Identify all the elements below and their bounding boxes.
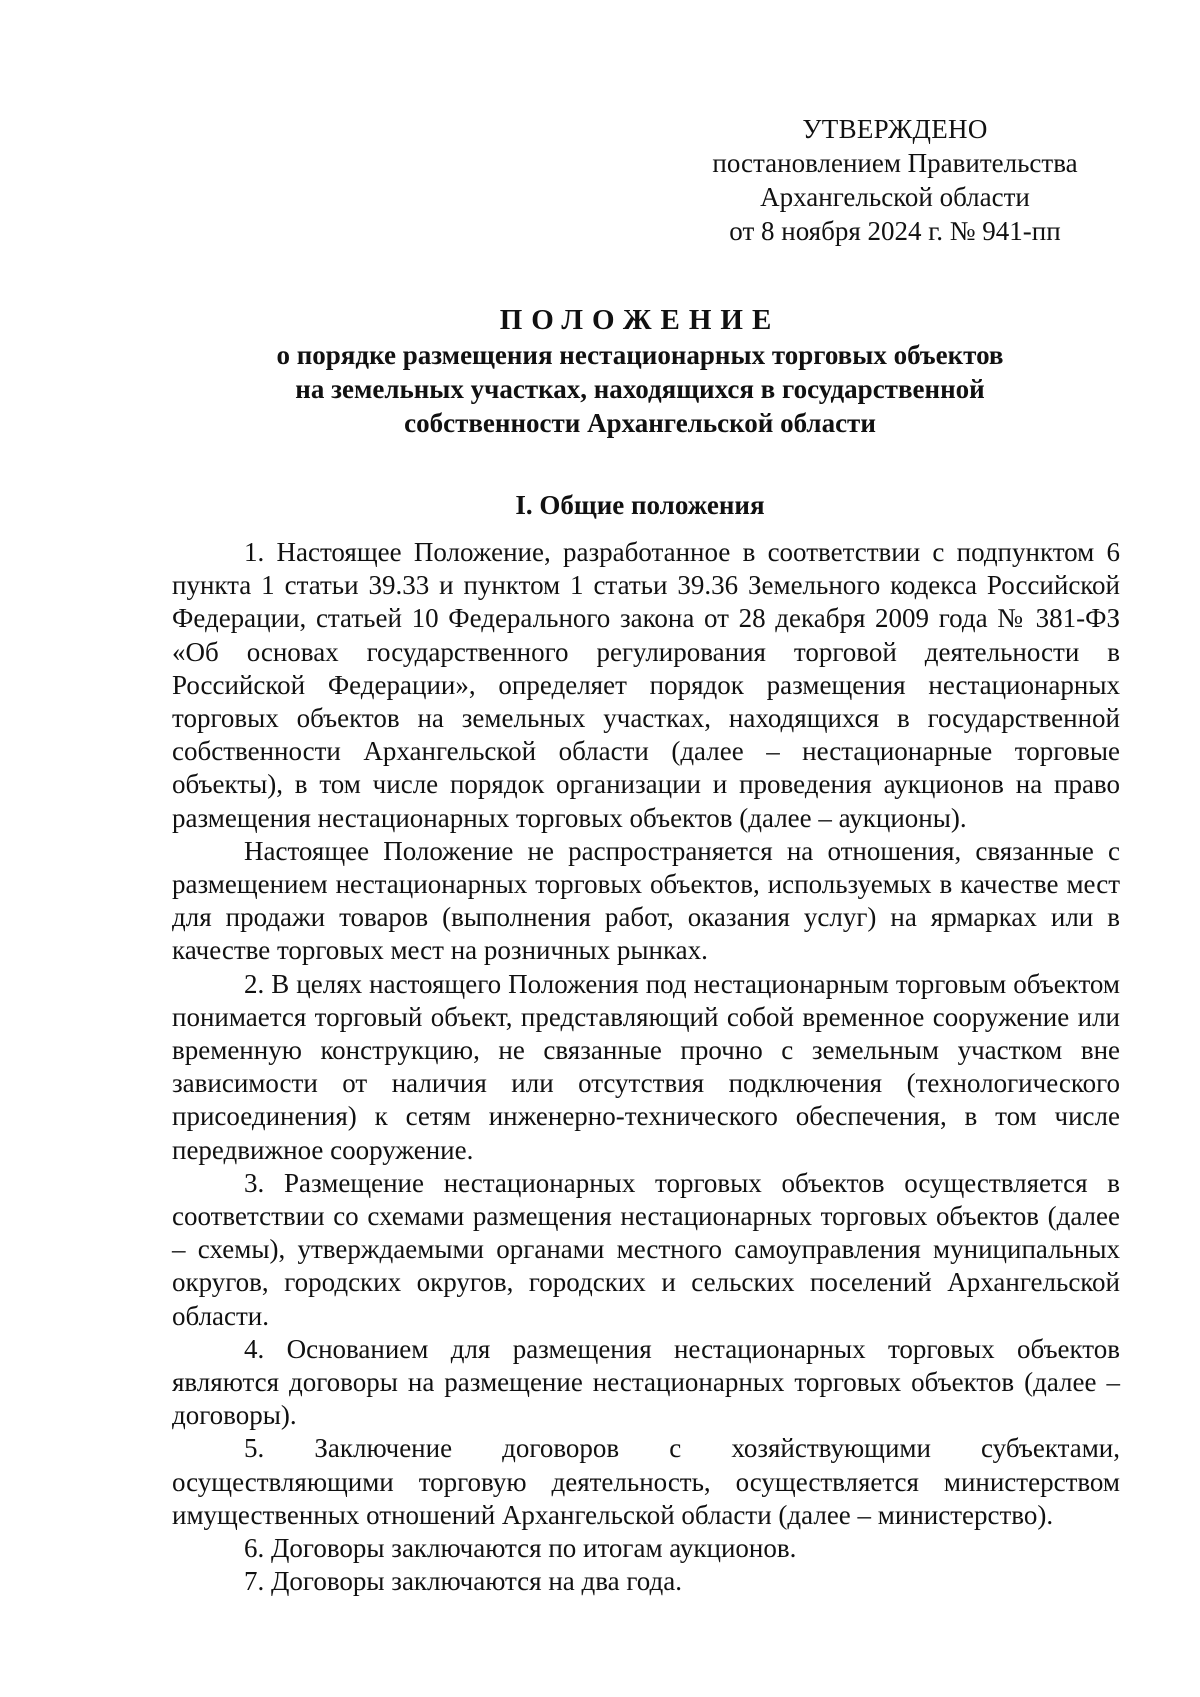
paragraph: 6. Договоры заключаются по итогам аукционов. [244,1533,797,1564]
approval-line: постановлением Правительства [712,148,1078,178]
document-subtitle-line: собственности Архангельской области [404,408,876,438]
document-subtitle-line: о порядке размещения нестационарных торговых объектов [276,340,1004,370]
paragraph: 7. Договоры заключаются на два года. [244,1566,682,1597]
paragraph: 4. Основанием для размещения нестационарных торговых объектов являются договоры на размещение нестационарных торговых объектов (далее – договоры). [172,1333,1120,1431]
paragraph: 5. Заключение договоров с хозяйствующими субъектами, осуществляющими торговую деятельность, осуществляется министерством имущественных отношений Архангельской области (далее – министерство). [172,1433,1120,1530]
document-title-block [160,302,1120,440]
paragraph: 1. Настоящее Положение, разработанное в соответствии с подпунктом 6 пункта 1 статьи 39.33 и пунктом 1 статьи 39.36 Земельного кодекса Российской Федерации, статьей 10 Федерального закона от 28 декабря 2009 года № 381-ФЗ «Об основах государственного регулирования торговой деятельности в Российской Федерации», определяет порядок размещения нестационарных торговых объектов на земельных участках, находящихся в государственной собственности Архангельской области (далее – нестационарные торговые объекты), в том числе порядок организации и проведения аукционов на право размещения нестационарных торговых объектов (далее – аукционы). [172,537,1120,833]
document-title: ПОЛОЖЕНИЕ [499,304,781,336]
paragraph: 2. В целях настоящего Положения под нестационарным торговым объектом понимается торговый объект, представляющий собой временное сооружение или временную конструкцию, не связанные прочно с земельным участком вне зависимости от наличия или отсутствия подключения (технологического присоединения) к сетям инженерно-технического обеспечения, в том числе передвижное сооружение. [172,968,1120,1165]
document-body [172,536,1120,1599]
approval-stamp [690,112,1100,248]
approval-date-number: от 8 ноября 2024 г. № 941-пп [729,216,1061,246]
section-heading: I. Общие положения [515,490,765,520]
approval-heading: УТВЕРЖДЕНО [802,114,988,144]
paragraph: 3. Размещение нестационарных торговых объектов осуществляется в соответствии со схемами размещения нестационарных торговых объектов (далее – схемы), утверждаемыми органами местного самоуправления муниципальных округов, городских округов, городских и сельских поселений Архангельской области. [172,1167,1120,1331]
paragraph: Настоящее Положение не распространяется на отношения, связанные с размещением нестационарных торговых объектов, используемых в качестве мест для продажи товаров (выполнения работ, оказания услуг) на ярмарках или в качестве торговых мест на розничных рынках. [172,835,1120,966]
approval-line: Архангельской области [760,182,1030,212]
document-subtitle-line: на земельных участках, находящихся в государственной [295,374,985,404]
